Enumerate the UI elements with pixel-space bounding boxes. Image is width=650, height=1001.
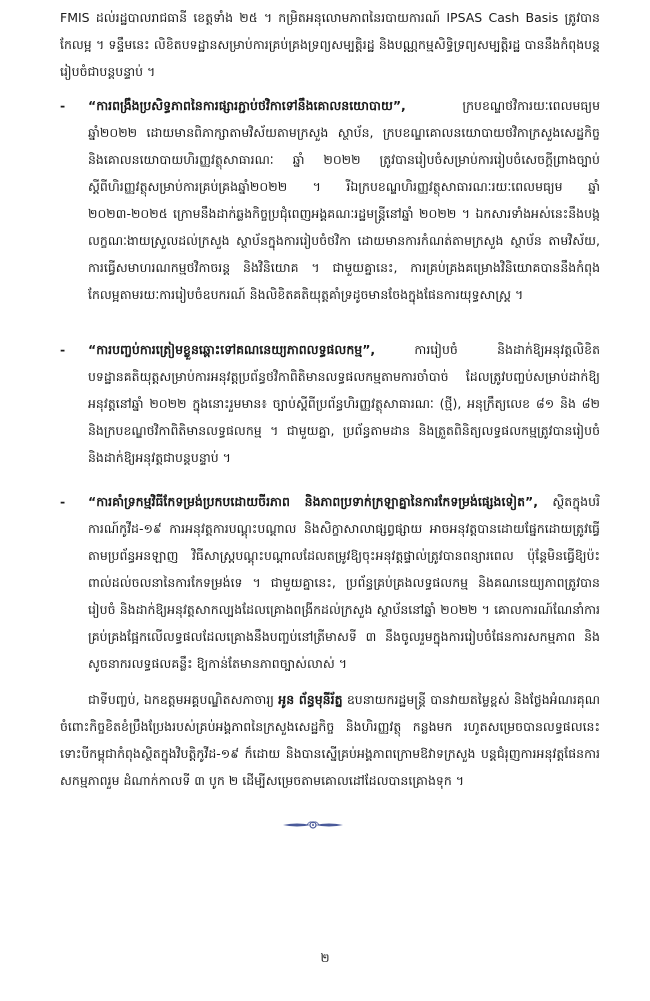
bullet-item: [60, 488, 600, 677]
decorative-divider-icon: [281, 818, 345, 832]
bullet-heading: “ការពង្រឹងប្រសិទ្ធភាពនៃការផ្សារភ្ជាប់ថវិកាទៅនឹងគោលនយោបាយ”,: [88, 98, 406, 113]
bullet-body: ក្របខណ្ឌថវិការយៈពេលមធ្យម ឆ្នាំ២០២២ ដោយមានពិភាក្សាតាមវិស័យតាមក្រសួង ស្ថាប័ន, ក្របខណ្ឌគោលនយោបាយថវិកាក្រសួងសេដ្ឋកិច្ច និងគោលនយោបាយហិរញ្ញវត្ថុសាធារណៈ ឆ្នាំ ២០២២ ត្រូវបានរៀបចំសម្រាប់ការរៀបចំសេចក្តីព្រាងច្បាប់ស្តីពីហិរញ្ញវត្ថុសម្រាប់ការគ្រប់គ្រងឆ្នាំ២០២២ ។ រីឯក្របខណ្ឌហិរញ្ញវត្ថុសាធារណៈរយៈពេលមធ្យម ឆ្នាំ ២០២៣-២០២៥ ក្រោមនឹងដាក់ឆ្លងកិច្ចប្រជុំពេញអង្គគណៈរដ្ឋមន្ត្រីនៅឆ្នាំ ២០២២ ។ ឯកសារទាំងអស់នេះនឹងបង្កលក្ខណៈងាយស្រួលដល់ក្រសួង ស្ថាប័នក្នុងការរៀបចំថវិកា ដោយមានការកំណត់តាមក្រសួង ស្ថាប័ន តាមវិស័យ, ការធ្វើសមាហរណកម្មថវិកាចរន្ត និងវិនិយោគ ។ ជាមួយគ្នានេះ, ការគ្រប់គ្រងគម្រោងវិនិយោគបាននឹងកំពុង កែលម្អតាមរយៈការរៀបចំឧបករណ៍ និងលិខិតគតិយុត្តគាំទ្រដូចមានចែងក្នុងផែនការយុទ្ធសាស្ត្រ ។: [88, 98, 600, 302]
bullet-heading: “ការបញ្ចប់ការត្រៀមខ្លួនឆ្ពោះទៅគណនេយ្យភាពលទ្ធផលកម្ម”,: [88, 342, 376, 357]
page-number: ២: [320, 951, 330, 965]
bullet-item: [60, 336, 600, 471]
official-name: អូន ព័ន្ធមុនីរ័ត្ន: [278, 692, 343, 707]
bullet-body: ស្ថិតក្នុងបរិការណ៍កូវីដ-១៩ ការអនុវត្តការបណ្តុះបណ្តាល និងសិក្ខាសាលាផ្សព្វផ្សាយ អាចអនុវត្តបានដោយផ្នែកដោយត្រូវធ្វើតាមប្រព័ន្ធអនឡាញ វិធីសាស្ត្របណ្តុះបណ្តាលដែលតម្រូវឱ្យចុះអនុវត្តផ្ទាល់ត្រូវបានពន្យារពេល ប៉ុន្តែមិនធ្វើឱ្យប៉ះពាល់ដល់ចលនានៃការកែទម្រង់ទេ ។ ជាមួយគ្នានេះ, ប្រព័ន្ធគ្រប់គ្រងលទ្ធផលកម្ម និងគណនេយ្យភាពត្រូវបានរៀបចំ និងដាក់ឱ្យអនុវត្តសាកល្បងដែលគ្រោងពង្រីកដល់ក្រសួង ស្ថាប័ននៅឆ្នាំ ២០២២ ។ គោលការណ៍ណែនាំការគ្រប់គ្រងផ្អែកលើលទ្ធផលដែលគ្រោងនឹងបញ្ចប់នៅត្រីមាសទី ៣ នឹងចូលរួមក្នុងការរៀបចំផែនការសកម្មភាព និងសូចនាករលទ្ធផលគន្លឹះ ឱ្យកាន់តែមានភាពច្បាស់លាស់ ។: [88, 494, 600, 671]
closing-paragraph: [60, 686, 600, 794]
bullet-body: ការរៀបចំ និងដាក់ឱ្យអនុវត្តលិខិតបទដ្ឋានគតិយុត្តសម្រាប់ការអនុវត្តប្រព័ន្ធថវិកាពិតិមានលទ្ធផលកម្មតាមការចាំបាច់ ដែលត្រូវបញ្ចប់សម្រាប់ដាក់ឱ្យអនុវត្តនៅឆ្នាំ ២០២២ ក្នុងនោះរួមមាន៖ ច្បាប់ស្តីពីប្រព័ន្ធហិរញ្ញវត្ថុសាធារណៈ (ថ្មី), អនុក្រឹត្យលេខ ៨១ និង ៨២ និងក្របខណ្ឌថវិកាពិតិមានលទ្ធផលកម្ម ។ ជាមួយគ្នា, ប្រព័ន្ធតាមដាន និងត្រួតពិនិត្យលទ្ធផលកម្មត្រូវបានរៀបចំ និងដាក់ឱ្យអនុវត្តជាបន្តបន្ទាប់ ។: [88, 342, 600, 465]
bullet-item: [60, 92, 600, 308]
bullet-dash: -: [60, 98, 66, 113]
bullet-heading: “ការគាំទ្រកម្មវិធីកែទម្រង់ប្រកបដោយចីរភាព និងភាពប្រទាក់ក្រឡាគ្នានៃការកែទម្រង់ផ្សេងទៀត”,: [88, 494, 538, 509]
closing-text-end: ឧបនាយករដ្ឋមន្ត្រី បានវាយតម្លៃខ្ពស់ និងថ្លែងអំណរគុណចំពោះកិច្ចខិតខំប្រឹងប្រែងរបស់គ្រប់អង្គភាពនៃក្រសួងសេដ្ឋកិច្ច និងហិរញ្ញវត្ថុ កន្លងមក រហូតសម្រេចបានលទ្ធផលនេះ ទោះបីកម្ពុជាកំពុងស្ថិតក្នុងវិបត្តិកូវីដ-១៩ ក៏ដោយ និងបានស្នើគ្រប់អង្គភាពក្រោមឱវាទក្រសួង បន្តជំរុញការអនុវត្តផែនការសកម្មភាពរួម ដំណាក់កាលទី ៣ បូក ២ ដើម្បីសម្រេចតាមគោលដៅដែលបានគ្រោងទុក ។: [60, 692, 600, 788]
bullet-dash: -: [60, 494, 66, 509]
closing-text-start: ជាទីបញ្ចប់, ឯកឧត្តមអគ្គបណ្ឌិតសភាចារ្យ: [88, 692, 279, 707]
intro-paragraph: FMIS ដល់រដ្ឋបាលរាជធានី ខេត្តទាំង ២៥ ។ កម្រិតអនុលោមភាពនៃរបាយការណ៍ IPSAS Cash Basis ត្រូវបានកែលម្អ ។ ទន្ទឹមនេះ លិខិតបទដ្ឋានសម្រាប់ការគ្រប់គ្រងទ្រព្យសម្បត្តិរដ្ឋ និងបណ្ណកម្មសិទ្ធិទ្រព្យសម្បត្តិរដ្ឋ បាននឹងកំពុងបន្តរៀបចំជាបន្តបន្ទាប់ ។: [60, 10, 600, 79]
bullet-dash: -: [60, 342, 66, 357]
